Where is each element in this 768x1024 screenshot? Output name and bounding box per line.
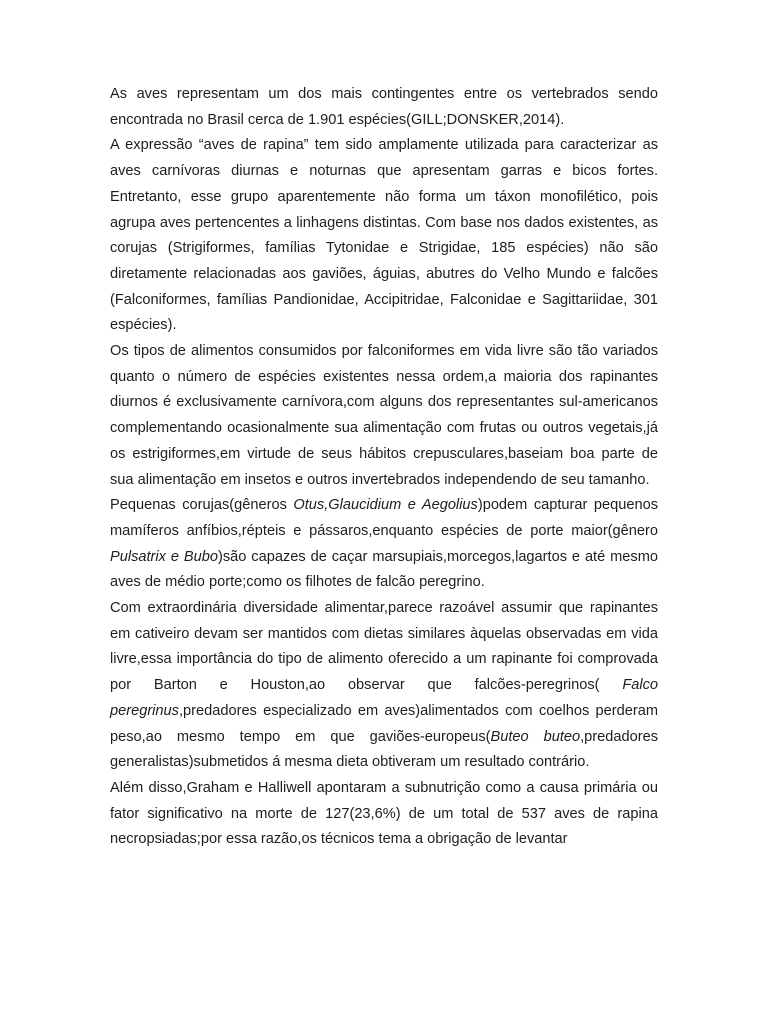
paragraph — [110, 596, 658, 776]
text-run: Os tipos de alimentos consumidos por falconiformes em vida livre são tão variados quanto o número de espécies existentes nessa ordem,a maioria dos rapinantes diurnos é exclusivamente carnívora,com alguns dos representantes sul-americanos complementando ocasionalmente sua alimentação com frutas ou outros vegetais,já os estrigiformes,em virtude de seus hábitos crepusculares,baseiam boa parte de sua alimentação em insetos e outros invertebrados independendo de seu tamanho. — [110, 343, 658, 488]
text-run: Além disso,Graham e Halliwell apontaram a subnutrição como a causa primária ou fator significativo na morte de 127(23,6%) de um total de 537 aves de rapina necropsiadas;por essa razão,os técnicos tema a obrigação de levantar — [110, 779, 658, 848]
paragraph — [110, 82, 658, 133]
text-run: ,predadores especializado em aves)alimentados com coelhos perderam peso,ao mesmo tempo em que gaviões-europeus( — [110, 702, 658, 745]
italic-text-run: Buteo buteo — [490, 728, 581, 745]
text-run: As aves representam um dos mais contingentes entre os vertebrados sendo encontrada no Brasil cerca de 1.901 espécies(GILL;DONSKER,2014). — [110, 86, 658, 128]
paragraph — [110, 493, 658, 596]
text-run: A expressão “aves de rapina” tem sido amplamente utilizada para caracterizar as aves carnívoras diurnas e noturnas que apresentam garras e bicos fortes. Entretanto, esse grupo aparentemente não forma um táxon monofilético, pois agrupa aves pertencentes a linhagens distintas. Com base nos dados existentes, as corujas (Strigiformes, famílias Tytonidae e Strigidae, 185 espécies) não são diretamente relacionadas aos gaviões, águias, abutres do Velho Mundo e falcões (Falconiformes, famílias Pandionidae, Accipitridae, Falconidae e Sagittariidae, 301 espécies). — [110, 137, 658, 334]
text-run: Com extraordinária diversidade alimentar,parece razoável assumir que rapinantes em cativeiro devam ser mantidos com dietas similares àquelas observadas em vida livre,essa importância do tipo de alimento oferecido a um rapinante foi comprovada por Barton e Houston,ao observar que falcões-peregrinos( — [110, 600, 658, 694]
text-run: )são capazes de caçar marsupiais,morcegos,lagartos e até mesmo aves de médio porte;como os filhotes de falcão peregrino. — [110, 548, 658, 591]
italic-text-run: Pulsatrix e Bubo — [110, 548, 218, 565]
italic-text-run: Falco peregrinus — [110, 677, 658, 719]
text-run: )podem capturar pequenos mamíferos anfíbios,répteis e pássaros,enquanto espécies de porte maior(gênero — [110, 497, 658, 539]
paragraph — [110, 339, 658, 493]
italic-text-run: Otus,Glaucidium e Aegolius — [293, 497, 478, 514]
paragraph — [110, 776, 658, 853]
text-run: ,predadores generalistas)submetidos á mesma dieta obtiveram um resultado contrário. — [110, 728, 658, 771]
paragraph — [110, 133, 658, 339]
text-run: Pequenas corujas(gêneros — [110, 497, 294, 514]
